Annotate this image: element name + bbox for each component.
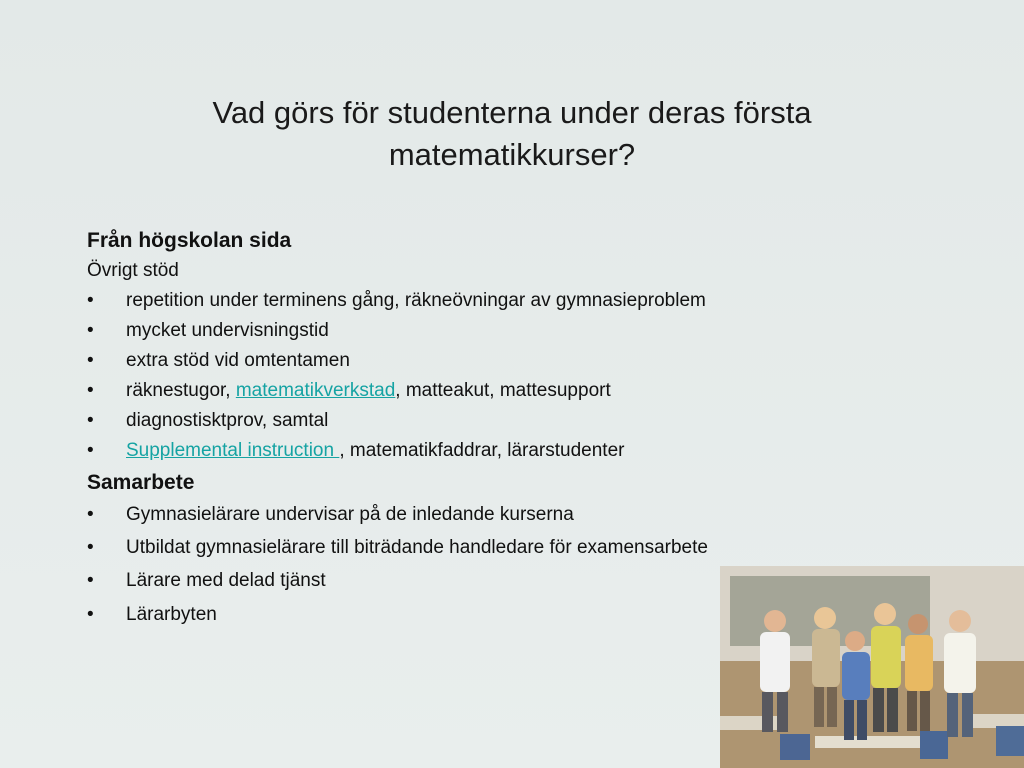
section-heading-collaboration: Samarbete [87,471,195,494]
list-item [87,376,887,406]
students-group-photo [720,566,1024,768]
list-item-text: repetition under terminens gång, räkneövningar av gymnasieproblem [126,290,706,311]
list-item [87,316,887,346]
list-item-text-prefix: räknestugor, [126,380,236,401]
matematikverkstad-link[interactable]: matematikverkstad [235,380,396,401]
list-item-text-suffix: , matteakut, mattesupport [395,380,611,401]
bullet-icon: • [87,380,94,401]
list-item-text: Utbildat gymnasielärare till biträdande handledare för examensarbete [126,537,708,558]
list-item-text: mycket undervisningstid [126,320,329,341]
bullet-icon: • [87,604,94,625]
bullet-icon: • [87,290,94,311]
list-item-text: Lärare med delad tjänst [126,570,326,591]
support-list [87,286,887,466]
list-item [87,436,887,466]
students-photo-illustration [720,566,1024,768]
bullet-icon: • [87,537,94,558]
bullet-icon: • [87,504,94,525]
list-item-text: Lärarbyten [126,604,217,625]
bullet-icon: • [87,440,94,461]
bullet-icon: • [87,410,94,431]
section-heading-university: Från högskolan sida [87,229,292,252]
slide-title: Vad görs för studenterna under deras första matematikkurser? [212,95,812,172]
list-item [87,531,887,564]
list-item [87,346,887,376]
list-item-text-suffix: , matematikfaddrar, lärarstudenter [339,440,625,461]
list-item [87,406,887,436]
supplemental-instruction-link[interactable]: Supplemental instruction [126,440,340,461]
subheading-other-support: Övrigt stöd [87,260,179,281]
bullet-icon: • [87,320,94,341]
list-item [87,498,887,531]
list-item [87,286,887,316]
list-item-text: diagnostisktprov, samtal [126,410,329,431]
list-item-text: extra stöd vid omtentamen [126,350,350,371]
list-item-text: Gymnasielärare undervisar på de inledande kurserna [126,504,574,525]
bullet-icon: • [87,350,94,371]
bullet-icon: • [87,570,94,591]
